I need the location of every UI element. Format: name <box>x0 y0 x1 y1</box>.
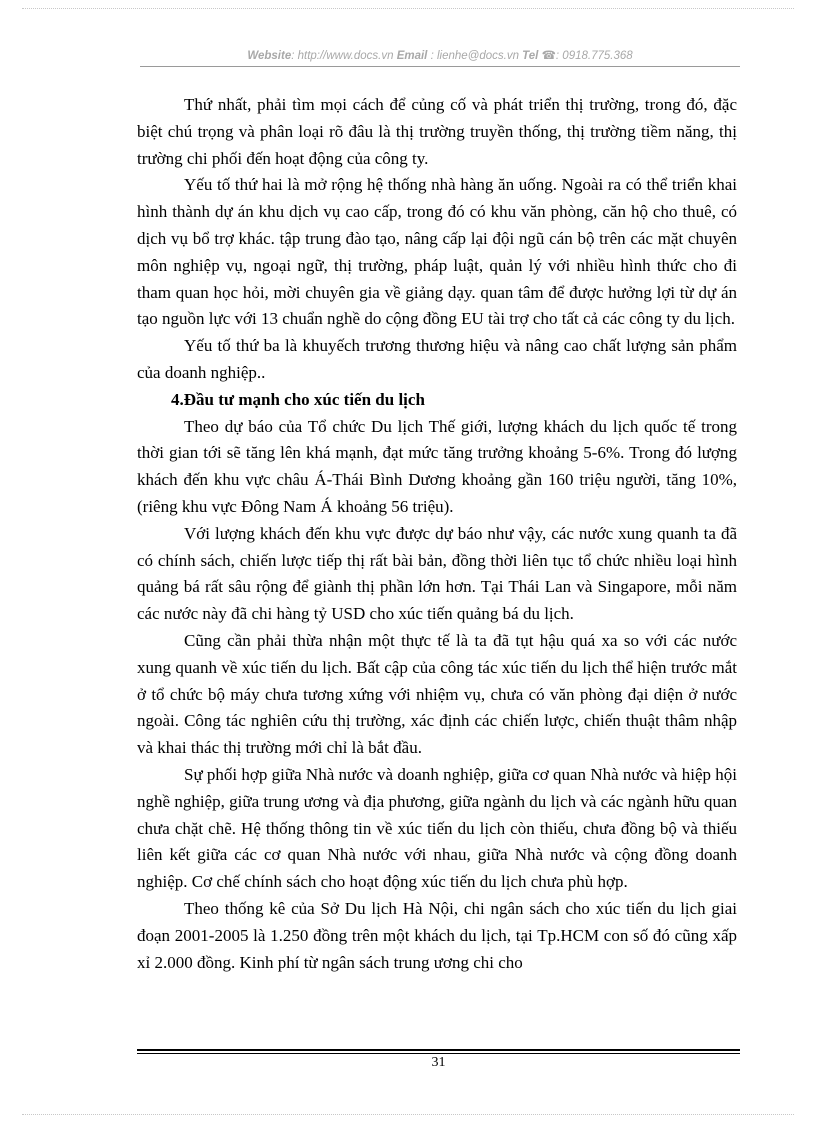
website-label: Website <box>247 50 292 62</box>
paragraph: Theo dự báo của Tổ chức Du lịch Thế giới, lượng khách du lịch quốc tế trong thời gian tới sẽ tăng lên khá mạnh, đạt mức tăng trưởng khoảng 5-6%. Trong đó lượng khách đến khu vực châu Á-Thái Bình Dương khoảng gần 160 triệu người, tăng 10%, (riêng khu vực Đông Nam Á khoảng 56 triệu). <box>137 416 737 516</box>
section-heading: 4.Đầu tư mạnh cho xúc tiến du lịch <box>171 389 425 409</box>
paragraph: Yếu tố thứ ba là khuyếch trương thương hiệu và nâng cao chất lượng sản phẩm của doanh nghiệp.. <box>137 336 737 382</box>
page-header <box>140 48 740 62</box>
page-top-border <box>22 8 794 9</box>
website-value: : http://www.docs.vn <box>291 50 394 62</box>
header-rule <box>140 66 740 67</box>
paragraph: Thứ nhất, phải tìm mọi cách để củng cố và phát triển thị trường, trong đó, đặc biệt chú trọng và phân loại rõ đâu là thị trường truyền thống, thị trường tiềm năng, thị trường chi phối đến hoạt động của công ty. <box>137 95 737 168</box>
email-value: : lienhe@docs.vn <box>430 50 519 62</box>
page-bottom-border <box>22 1114 794 1115</box>
tel-value: : 0918.775.368 <box>555 50 633 62</box>
paragraph: Cũng cần phải thừa nhận một thực tế là ta đã tụt hậu quá xa so với các nước xung quanh về xúc tiến du lịch. Bất cập của công tác xúc tiến du lịch thể hiện trước mắt ở tổ chức bộ máy chưa tương xứng với nhiệm vụ, chưa có văn phòng đại diện ở nước ngoài. Công tác nghiên cứu thị trường, xác định các chiến lược, chiến thuật thâm nhập và khai thác thị trường mới chỉ là bắt đầu. <box>137 630 737 758</box>
page-number: 31 <box>431 1055 446 1070</box>
phone-icon: ☎ <box>541 50 556 62</box>
paragraph: Sự phối hợp giữa Nhà nước và doanh nghiệp, giữa cơ quan Nhà nước và hiệp hội nghề nghiệp, giữa trung ương và địa phương, giữa ngành du lịch và các ngành hữu quan chưa chặt chẽ. Hệ thống thông tin về xúc tiến du lịch còn thiếu, chưa đồng bộ và thiếu liên kết giữa các cơ quan Nhà nước với nhau, giữa Nhà nước và cộng đồng doanh nghiệp. Cơ chế chính sách cho hoạt động xúc tiến du lịch chưa phù hợp. <box>137 764 737 892</box>
document-body <box>137 92 737 976</box>
paragraph: Theo thống kê của Sở Du lịch Hà Nội, chi ngân sách cho xúc tiến du lịch giai đoạn 2001-2005 là 1.250 đồng trên một khách du lịch, tại Tp.HCM con số đó cũng xấp xỉ 2.000 đồng. Kinh phí từ ngân sách trung ương chi cho <box>137 898 737 972</box>
tel-label: Tel <box>522 50 539 62</box>
footer-rule-thin <box>137 1053 740 1054</box>
email-label: Email <box>396 50 428 62</box>
paragraph: Yếu tố thứ hai là mở rộng hệ thống nhà hàng ăn uống. Ngoài ra có thể triển khai hình thành dự án khu dịch vụ cao cấp, trong đó có khu văn phòng, căn hộ cho thuê, có dịch vụ bổ trợ khác. tập trung đào tạo, nâng cấp lại đội ngũ cán bộ trên các mặt chuyên môn nghiệp vụ, ngoại ngữ, thị trường, pháp luật, quản lý với nhiều hình thức cho đi tham quan học hỏi, mời chuyên gia về giảng dạy. quan tâm để được hưởng lợi từ dự án tạo nguồn lực với 13 chuẩn nghề do cộng đồng EU tài trợ cho tất cả các công ty du lịch. <box>137 175 737 329</box>
paragraph: Với lượng khách đến khu vực được dự báo như vậy, các nước xung quanh ta đã có chính sách, chiến lược tiếp thị rất bài bản, đồng thời liên tục tổ chức nhiều loại hình quảng bá rất sâu rộng để giành thị phần lớn hơn. Tại Thái Lan và Singapore, mỗi năm các nước này đã chi hàng tỷ USD cho xúc tiến quảng bá du lịch. <box>137 523 737 624</box>
footer-rule-thick <box>137 1049 740 1051</box>
